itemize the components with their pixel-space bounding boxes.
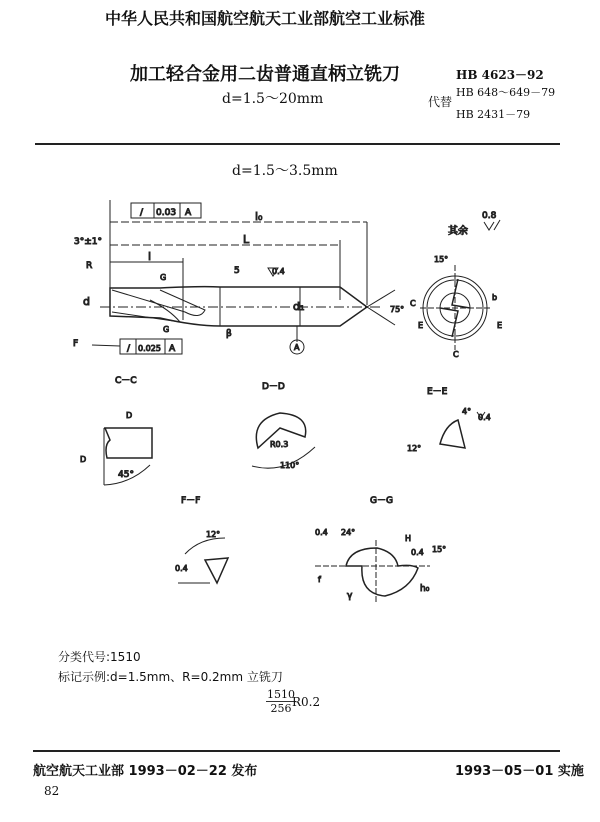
section-subtitle: d=1.5～3.5mm [232, 163, 338, 179]
tolerance-datum: A [185, 208, 192, 218]
dim-angle: 12° [206, 530, 221, 539]
section-ff [178, 538, 228, 583]
rest-roughness-label: 其余 [448, 226, 468, 237]
roughness-value: 0.4 [315, 528, 328, 537]
marking-example: 标记示例:d=1.5mm、R=0.2mm 立铣刀 [58, 670, 283, 684]
dim-beta: β [226, 329, 232, 339]
end-mill-side-view [92, 200, 395, 354]
effective-info: 1993－05－01 实施 [455, 764, 584, 779]
dim-angle: 3°±1° [74, 237, 102, 247]
dim-angle: 24° [341, 528, 356, 537]
dim-d: d [83, 295, 90, 308]
dim-f: f [318, 575, 321, 584]
section-mark-f: F [73, 339, 79, 349]
section-mark-c: C [410, 299, 416, 308]
roughness-value: 0.4 [272, 267, 285, 276]
replaced-standard: HB 2431－79 [456, 108, 531, 121]
dim-angle: 15° [432, 545, 447, 554]
issue-info: 航空航天工业部 1993－02－22 发布 [33, 764, 258, 779]
tolerance-datum: A [169, 344, 176, 354]
dim-H: H [405, 534, 412, 543]
section-mark-d: D [80, 455, 87, 464]
section-mark-d: D [126, 411, 133, 420]
roughness-value: 0.4 [175, 564, 188, 573]
page-number: 82 [44, 784, 60, 798]
dim-cone-angle: 75° [390, 305, 405, 314]
classification-code: 分类代号:1510 [58, 650, 141, 664]
standard-number: HB 4623－92 [456, 68, 544, 82]
section-title-gg: G－G [370, 496, 393, 506]
dim-d1: d₁ [293, 300, 305, 313]
end-view [420, 220, 503, 350]
section-mark-e: E [418, 321, 424, 330]
dim-5: 5 [234, 266, 240, 276]
dim-h0: h₀ [420, 584, 430, 594]
section-title-ff: F－F [181, 496, 201, 506]
tolerance-symbol: / [127, 344, 131, 354]
dim-angle: 45° [118, 470, 134, 480]
dim-radius: R [86, 261, 93, 271]
replaced-standard: HB 648～649－79 [456, 86, 556, 99]
section-title-cc: C－C [115, 376, 137, 386]
section-mark-e: E [497, 321, 503, 330]
section-mark-g: G [163, 325, 170, 334]
dim-l0: l₀ [255, 210, 263, 223]
tolerance-value: 0.025 [138, 344, 161, 353]
marking-numerator: 1510 [267, 688, 295, 701]
tolerance-value: 0.03 [156, 208, 177, 218]
diameter-range: d=1.5～20mm [222, 91, 324, 107]
dim-L: L [243, 233, 250, 246]
marking-denominator: 256 [270, 702, 292, 715]
roughness-value: 0.4 [411, 548, 424, 557]
replaces-label: 代替 [428, 95, 453, 109]
dim-angle: 4° [462, 407, 472, 416]
marking-suffix: R0.2 [292, 695, 321, 709]
organization-header: 中华人民共和国航空航天工业部航空工业标准 [105, 9, 426, 28]
section-mark-c: C [453, 350, 459, 359]
document-title: 加工轻合金用二齿普通直柄立铣刀 [130, 64, 400, 85]
datum-a: A [294, 343, 300, 352]
dim-gamma: γ [347, 591, 353, 601]
rest-roughness-value: 0.8 [482, 211, 497, 221]
section-mark-g: G [160, 273, 167, 282]
section-title-dd: D－D [262, 382, 285, 392]
dim-angle: 12° [407, 444, 422, 453]
roughness-value: 0.4 [478, 413, 491, 422]
dim-angle: 110° [280, 461, 300, 470]
dim-radius: R0.3 [270, 440, 289, 449]
dim-angle: 15° [434, 255, 449, 264]
footer-divider [33, 750, 560, 752]
dim-b: b [492, 293, 498, 302]
dim-l: l [148, 250, 152, 263]
section-title-ee: E－E [427, 387, 448, 397]
tolerance-symbol: / [140, 208, 144, 218]
